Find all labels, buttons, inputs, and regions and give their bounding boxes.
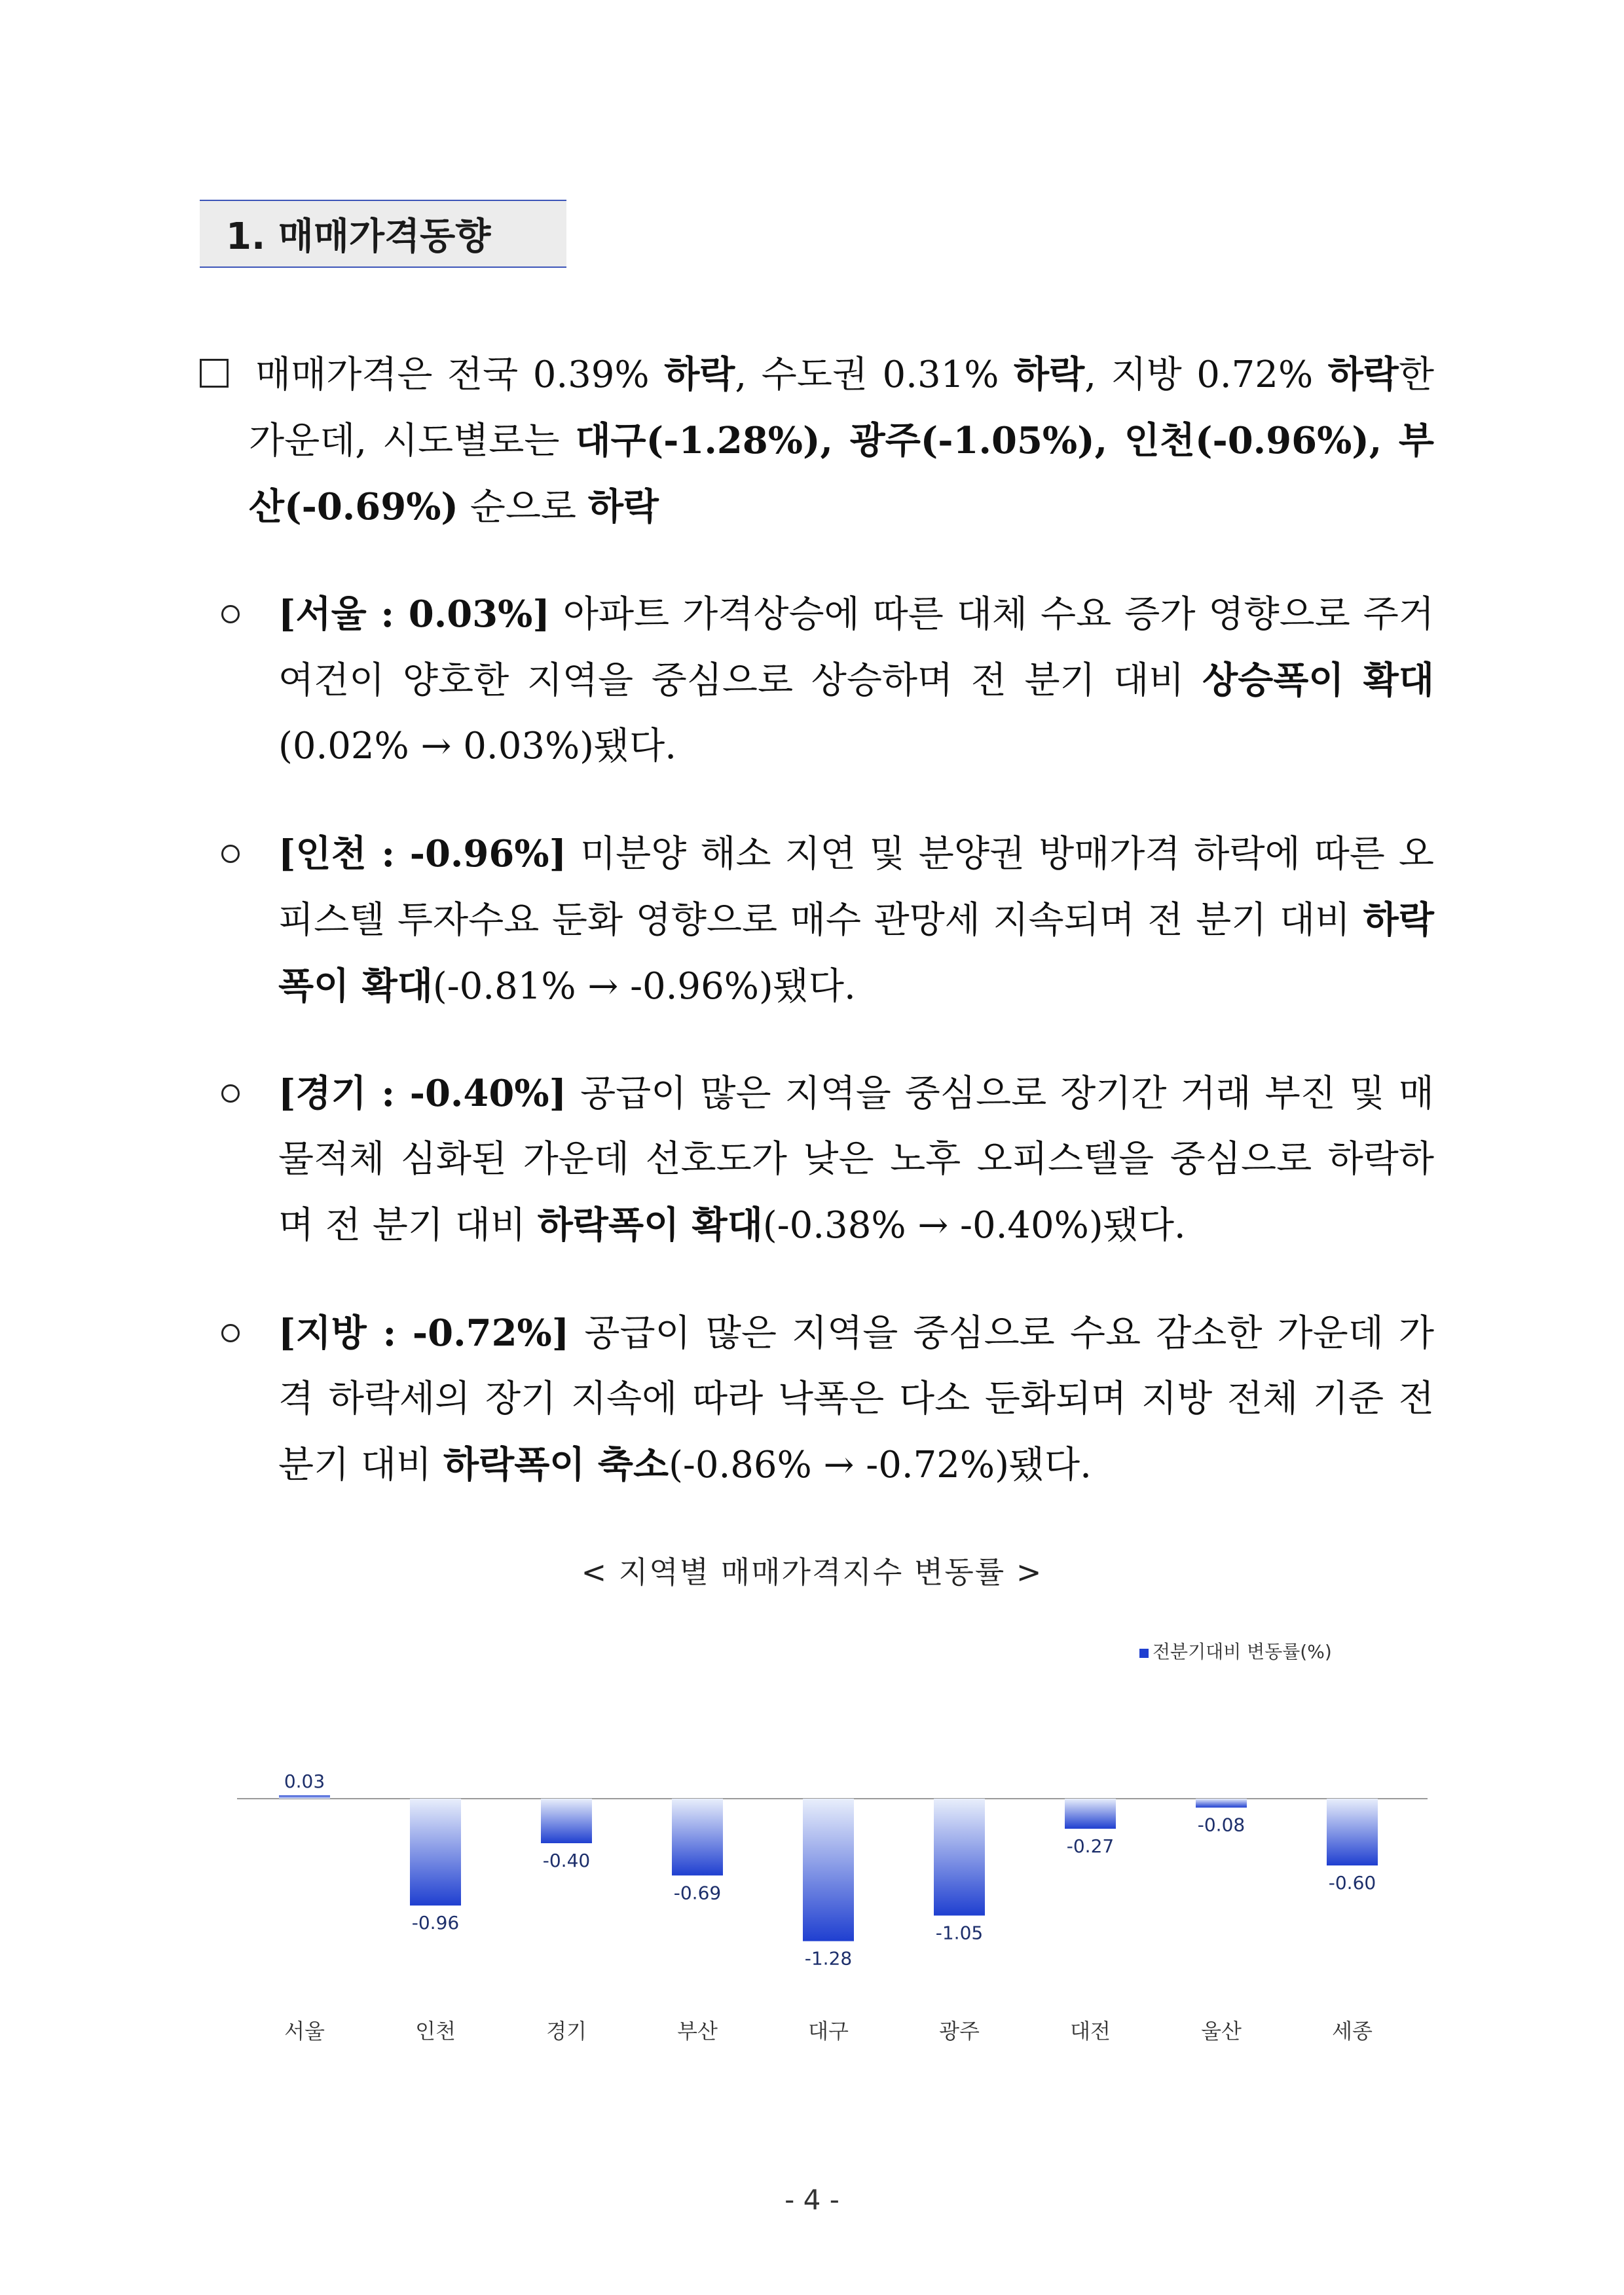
legend-label: 전분기대비 변동률(%): [1153, 1641, 1332, 1662]
bullet-bold: 하락폭이 확대: [537, 1203, 763, 1247]
bullet-circle-icon: [221, 845, 240, 863]
bullet-paragraph-jibang: [278, 1300, 1434, 1498]
bar-울산: [1196, 1799, 1247, 1808]
bullet-text: 미분양 해소 지연 및 분양권 방매가격 하락에 따른 오피스텔 투자수요 둔화 영향으로 매수 관망세 지속되며 전 분기 대비: [278, 833, 1434, 942]
bar-서울: [279, 1795, 330, 1799]
price-change-bar-chart: [196, 1624, 1428, 2069]
bullet-circle-icon: [221, 1324, 240, 1342]
legend-swatch: [1139, 1649, 1149, 1658]
bullet-paragraph-incheon: [278, 821, 1434, 1019]
bullet-head: [서울 : 0.03%]: [278, 593, 550, 636]
category-label-부산: 부산: [677, 2019, 718, 2044]
category-label-광주: 광주: [939, 2019, 980, 2044]
bullet-head: [지방 : -0.72%]: [278, 1312, 570, 1355]
value-label-울산: -0.08: [1197, 1814, 1246, 1836]
bullet-bold: 상승폭이 확대: [1202, 659, 1434, 702]
category-label-경기: 경기: [546, 2019, 587, 2044]
category-label-서울: 서울: [284, 2019, 325, 2044]
bullet-circle-icon: [221, 1084, 240, 1103]
category-label-울산: 울산: [1201, 2019, 1242, 2044]
category-label-대구: 대구: [808, 2019, 849, 2044]
category-label-세종: 세종: [1332, 2019, 1373, 2044]
bullet-circle-icon: [221, 605, 240, 623]
section-title: 1. 매매가격동향: [200, 200, 566, 268]
bullet-bold: 하락폭이 확대: [278, 898, 1434, 1008]
bar-인천: [410, 1799, 461, 1905]
category-label-대전: 대전: [1070, 2019, 1111, 2044]
value-label-광주: -1.05: [935, 1922, 984, 1944]
value-label-경기: -0.40: [542, 1850, 591, 1871]
checkbox-square-icon: [200, 359, 229, 388]
summary-bold-5: 하락: [587, 485, 659, 528]
bar-대전: [1065, 1799, 1116, 1829]
bar-광주: [934, 1799, 985, 1916]
summary-text-3: , 지방 0.72%: [1084, 354, 1328, 396]
value-label-부산: -0.69: [673, 1882, 722, 1904]
bullet-text: 공급이 많은 지역을 중심으로 수요 감소한 가운데 가격 하락세의 장기 지속에 따라 낙폭은 다소 둔화되며 지방 전체 기준 전 분기 대비: [278, 1312, 1434, 1486]
bullet-tail: (0.02% → 0.03%)됐다.: [278, 725, 677, 767]
bullet-text: 공급이 많은 지역을 중심으로 장기간 거래 부진 및 매물적체 심화된 가운데 선호도가 낮은 노후 오피스텔을 중심으로 하락하며 전 분기 대비: [278, 1073, 1434, 1247]
value-label-대전: -0.27: [1066, 1835, 1115, 1857]
bullet-bold: 하락폭이 축소: [443, 1443, 669, 1486]
bullet-text: 아파트 가격상승에 따른 대체 수요 증가 영향으로 주거여건이 양호한 지역을 중심으로 상승하며 전 분기 대비: [278, 593, 1434, 702]
bar-경기: [541, 1799, 592, 1843]
bullet-tail: (-0.81% → -0.96%)됐다.: [432, 965, 856, 1008]
summary-bold-1: 하락: [664, 353, 735, 396]
bullet-head: [경기 : -0.40%]: [278, 1072, 567, 1115]
summary-text-2: , 수도권 0.31%: [735, 354, 1014, 396]
summary-text-4: 한 가운데, 시도별로는: [249, 354, 1434, 462]
bullet-head: [인천 : -0.96%]: [278, 832, 567, 875]
value-label-인천: -0.96: [411, 1912, 460, 1934]
summary-bold-4: 대구(-1.28%), 광주(-1.05%), 인천(-0.96%), 부산(-0.69%): [249, 419, 1435, 528]
value-label-세종: -0.60: [1328, 1872, 1376, 1894]
bar-세종: [1327, 1799, 1378, 1865]
value-label-대구: -1.28: [804, 1947, 853, 1970]
summary-bold-3: 하락: [1327, 353, 1399, 396]
bar-부산: [672, 1799, 723, 1875]
bar-대구: [803, 1799, 854, 1941]
summary-text-5: 순으로: [458, 486, 588, 528]
bullet-tail: (-0.86% → -0.72%)됐다.: [669, 1444, 1092, 1486]
bullet-paragraph-gyeonggi: [278, 1061, 1434, 1258]
bullet-paragraph-seoul: [278, 581, 1434, 779]
category-label-인천: 인천: [415, 2019, 456, 2044]
bullet-tail: (-0.38% → -0.40%)됐다.: [762, 1204, 1186, 1247]
summary-text-1: 매매가격은 전국 0.39%: [255, 354, 665, 396]
value-label-서울: 0.03: [284, 1770, 325, 1792]
summary-paragraph: [249, 342, 1434, 540]
chart-caption: < 지역별 매매가격지수 변동률 >: [581, 1554, 1043, 1590]
page-number: - 4 -: [784, 2184, 840, 2216]
summary-bold-2: 하락: [1013, 353, 1085, 396]
